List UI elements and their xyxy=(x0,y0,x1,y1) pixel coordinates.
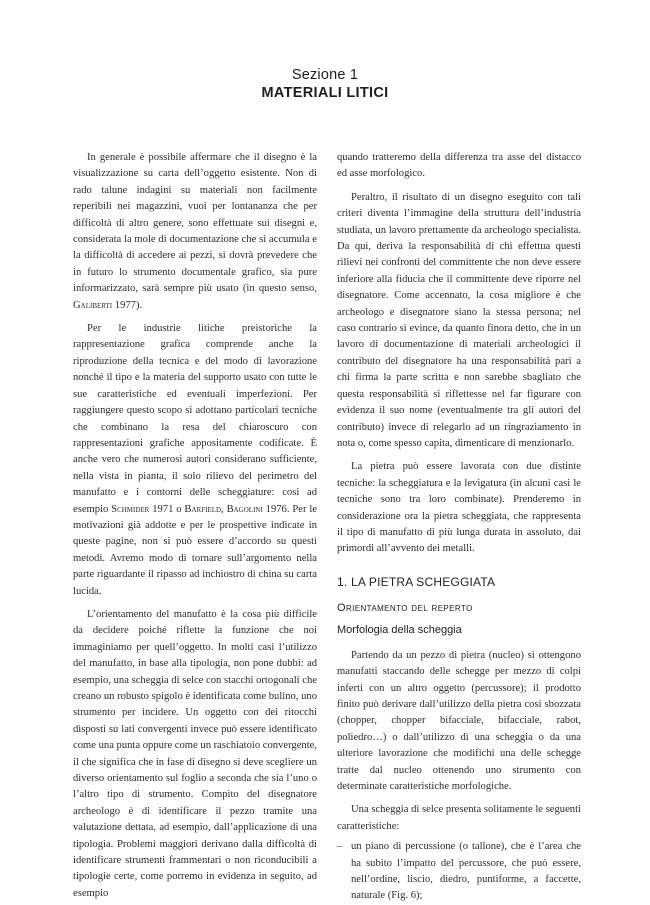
citation-bagolini: Bagolini xyxy=(226,503,263,515)
paragraph-nucleo: Partendo da un pezzo di pietra (nucleo) si ottengono manufatti staccando delle schegge per mezzo di colpi inferti con un altro oggetto (percussore); il prodotto finito può derivare dall’utilizzo della pietra così sbozzata (chopper, chopper bifacciale, bifacciale, rabot, poliedro…) o dall’utilizzo di una scheggia o da una ulteriore lavorazione che modifichi una delle schegge tratte dal nucleo ottenendo uno strumento con determinate caratteristiche morfologiche. xyxy=(337,649,581,792)
paragraph-graphic-representation: Per le industrie litiche preistoriche la rappresentazione grafica comprende anche la riproduzione della tecnica e del modo di lavorazione nonché il tipo e la materia del supporto usato con tutte le sue caratteristiche ed eventuali imperfezioni. Per raggiungere questo scopo si adottano particolari tecniche che combinano la resa del chiaroscuro con rappresentazioni grafiche appositamente codificate. È anche vero che numerosi autori considerano sufficiente, nella vista in pianta, il solo rilievo del perimetro del manufatto e i contorni delle scheggiature: così ad esempio Schmider 1971 o Barfield, Bagolini 1976. Per le motivazioni già addotte e per le prospettive indicate in queste pagine, non si può essere d’accordo su questi metodi. Avremo modo di tornare sull’argomento nella parte riguardante il ripasso ad inchiostro di china su carta lucida. xyxy=(73,323,317,597)
section-label: Sezione 1 xyxy=(291,67,359,83)
paragraph-responsibility: Peraltro, il risultato di un disegno eseguito con tali criteri diventa l’immagine della struttura dell’industria studiata, un lavoro prettamente da archeologo specialista. Da qui, deriva la responsabilità di chi effettua questi rilievi nei confronti del committente che non deve essere inferiore alla fiducia che il committente deve riporre nel disegnatore. Come accennato, la cosa migliore è che archeologo e disegnatore siano la stessa persona; nel caso contrario si evince, da quanto finora detto, che in un lavoro di documentazione di materiali archeologici il contributo del disegnatore ha una responsabilità pari a chi firma la parte scritta e non sarebbe sbagliato che questa responsabilità si riflettesse nel far figurare con evidenza il suo nome (eventualmente tra gli autori del contributo) invece di relegarlo ad un ringraziamento in nota o, come spesso capita, dimenticare di menzionarlo. xyxy=(337,191,581,449)
feature-list xyxy=(337,839,581,905)
section-title: MATERIALI LITICI xyxy=(261,85,389,101)
paragraph-caratteristiche: Una scheggia di selce presenta solitamente le seguenti caratteristiche: xyxy=(337,804,581,832)
heading-pietra-scheggiata: 1. LA PIETRA SCHEGGIATA xyxy=(337,574,496,589)
paragraph-techniques: La pietra può essere lavorata con due distinte tecniche: la scheggiatura e la levigatura (in alcuni casi le tecniche sono tra loro combinate). Prenderemo in considerazione ora la pietra scheggiata, che rappresenta il tipo di manufatto di più lunga durata in assoluto, dai primordi all’avvento dei metalli. xyxy=(337,461,581,555)
paragraph-orientation: L’orientamento del manufatto è la cosa più difficile da decidere poiché riflette la funzione che noi immaginiamo per quell’oggetto. In molti casi l’utilizzo del manufatto, in base alla tipologia, non pone dubbi: ad esempio, una scheggia di selce con stacchi ortogonali che creano un robusto spigolo è identificata come bulino, uno strumento per incidere. Un oggetto con dei ritocchi disposti su lati convergenti invece può essere identificato come una punta oppure come un raschiatoio convergente, il che significa che in fase di disegno si deve scegliere un diverso orientamento sul foglio a seconda che sia l’uno o l’altro tipo di strumento. Compito del disegnatore archeologo è di identificare il pezzo tramite una valutazione dettata, ad esempio, dall’applicazione di una tipologia. Problemi maggiori derivano dalla difficoltà di identificare strumenti frammentari o non riconducibili a tipologie certe, come porremo in evidenza in seguito, ad esempio xyxy=(73,608,317,899)
list-item: – un piano di percussione (o tallone), che è l’area che ha subito l’impatto del percussore, che può essere, nell’ordine, liscio, diedro, puntiforme, a faccette, naturale (Fig. 6); xyxy=(337,841,581,902)
paragraph-continuation: quando tratteremo della differenza tra asse del distacco ed asse morfologico. xyxy=(337,152,581,180)
citation-schmider: Schmider xyxy=(111,503,150,515)
heading-morfologia: Morfologia della scheggia xyxy=(337,623,462,636)
heading-orientamento: Orientamento del reperto xyxy=(337,601,473,614)
left-column xyxy=(73,150,317,902)
paragraph-drawing-definition: In generale è possibile affermare che il disegno è la visualizzazione su carta dell’oggetto esistente. Non di rado talune indagini su materiali non facilmente reperibili nei magazzini, vuoi per lontananza che per difficoltà di altro genere, sono effettuate sui disegni e, considerata la mole di documentazione che si accumula e la difficoltà di accedere ai pezzi, si dovrà prevedere che in futuro lo strumento documentale grafico, sia pure informarizzato, sarà sempre più usato (in questo senso, Galiberti 1977). xyxy=(73,152,317,311)
citation-galiberti: Galiberti xyxy=(73,299,113,311)
list-dash: – xyxy=(337,841,343,853)
citation-barfield: Barfield xyxy=(184,503,222,515)
section-header xyxy=(0,66,650,102)
right-column xyxy=(337,150,581,905)
